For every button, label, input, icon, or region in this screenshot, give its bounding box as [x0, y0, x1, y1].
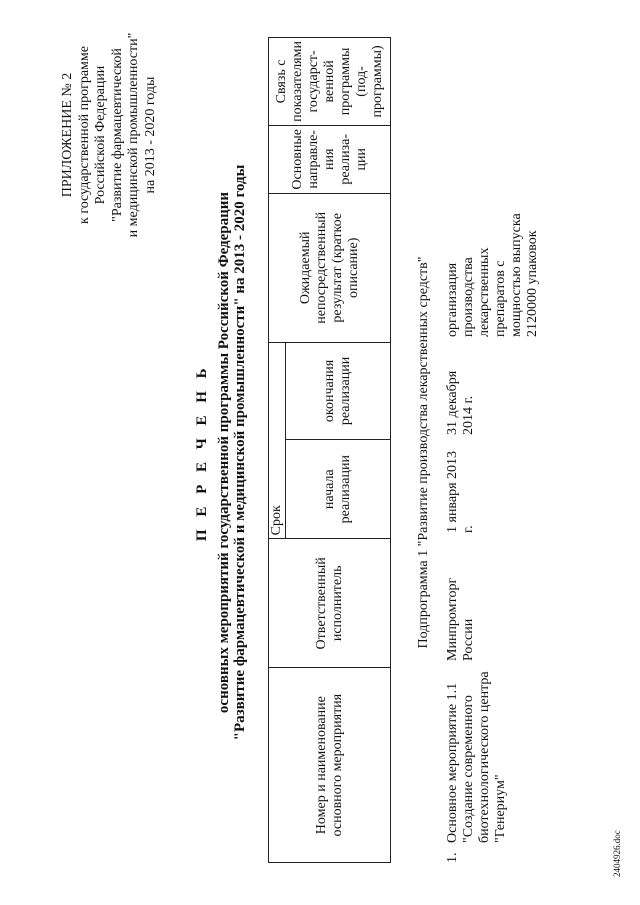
appendix-header — [60, 15, 159, 255]
row-measure-name: Основное мероприятие 1.1 "Создание современного биотехнологического центра "Генериум" — [445, 671, 508, 843]
appendix-line: и медицинской промышленности" — [126, 32, 141, 238]
document-id: 2404926.doc — [612, 830, 622, 877]
subtitle-line-2: "Развитие фармацевтической и медицинской промышленности" на 2013 - 2020 годы — [232, 164, 248, 741]
subtitle-line-1: основных мероприятий государственной программы Российской Федерации — [216, 191, 232, 714]
header-term: Срок — [269, 342, 286, 539]
row-number: 1. — [445, 852, 460, 863]
header-responsible: Ответственный исполнитель — [269, 539, 391, 668]
measures-table — [268, 37, 391, 863]
row-start: 1 января 2013 г. — [445, 450, 476, 533]
row-end: 31 декабря 2014 г. — [445, 370, 476, 435]
document-title: П Е Р Е Ч Е Н Ь — [194, 363, 210, 542]
document-subtitle — [216, 0, 248, 905]
header-directions: Основные направле- ния реализа- ции — [269, 125, 391, 193]
subprogram-title: Подпрограмма 1 "Развитие производства лекарственных средств" — [416, 256, 431, 649]
header-result: Ожидаемый непосредственный результат (краткое описание) — [269, 193, 391, 342]
header-number-name: Номер и наименование основного мероприятия — [269, 668, 391, 863]
appendix-line: ПРИЛОЖЕНИЕ № 2 — [60, 72, 75, 198]
appendix-line: на 2013 - 2020 годы — [142, 76, 158, 194]
row-result: организация производства лекарственных препаратов с мощностью выпуска 2120000 упаковок — [445, 213, 540, 337]
header-end: окончания реализации — [286, 342, 391, 439]
row-responsible: Минпромторг России — [445, 577, 476, 661]
appendix-line: к государственной программе — [76, 46, 92, 224]
appendix-line: Российской Федерации — [93, 65, 108, 205]
header-link: Связь с показателями государст- венной программы (под- программы) — [269, 38, 391, 126]
header-start: начала реализации — [286, 440, 391, 539]
appendix-line: "Развитие фармацевтической — [109, 48, 125, 222]
